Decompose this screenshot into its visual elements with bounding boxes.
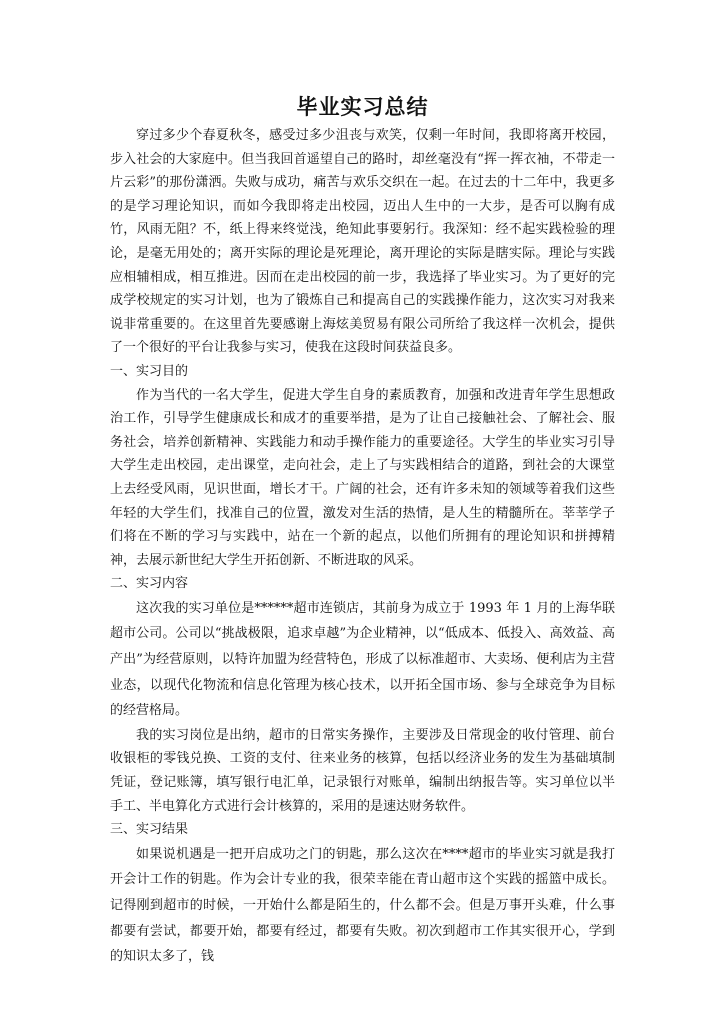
result-paragraph: 如果说机遇是一把开启成功之门的钥匙，那么这次在****超市的毕业实习就是我打开会计工作的钥匙。作为会计专业的我，很荣幸能在青山超市这个实践的摇篮中成长。记得刚到超市的时候，一开始什么都是陌生的，什么都不会。但是万事开头难，什么事都要有尝试，都要开始，都要有经过，都要有失败。初次到超市工作其实很开心，学到的知识太多了，钱 <box>110 846 615 965</box>
purpose-paragraph: 作为当代的一名大学生，促进大学生自身的素质教育，加强和改进青年学生思想政治工作，引导学生健康成长和成才的重要举措，是为了让自己接触社会、了解社会、服务社会，培养创新精神、实践能力和动手操作能力的重要途径。大学生的毕业实习引导大学生走出校园，走出课堂，走向社会，走上了与实践相结合的道路，到社会的大课堂上去经受风雨，见识世面，增长才干。广阔的社会，还有许多未知的领域等着我们这些年轻的大学生们，找准自己的位置，激发对生活的热情，是人生的精髓所在。莘莘学子们将在不断的学习与实践中，站在一个新的起点，以他们所拥有的理论知识和拼搏精神，去展示新世纪大学生开拓创新、不断进取的风采。 <box>110 387 615 568</box>
section-heading-result: 三、实习结果 <box>110 822 189 838</box>
document-title: 毕业实习总结 <box>296 94 429 119</box>
content-paragraph-2: 我的实习岗位是出纳，超市的日常实务操作，主要涉及日常现金的收付管理、前台收银柜的零钱兑换、工资的支付、往来业务的核算，包括以经济业务的发生为基础填制凭证，登记账簿，填写银行电汇单，记录银行对账单，编制出纳报告等。实习单位以半手工、半电算化方式进行会计核算的，采用的是速达财务软件。 <box>110 727 615 814</box>
document-page <box>110 92 615 970</box>
intro-paragraph: 穿过多少个春夏秋冬，感受过多少沮丧与欢笑，仅剩一年时间，我即将离开校园，步入社会的大家庭中。但当我回首遥望自己的路时，却丝毫没有“挥一挥衣袖，不带走一片云彩”的那份潇洒。失败与成功，痛苦与欢乐交织在一起。在过去的十二年中，我更多的是学习理论知识，而如今我即将走出校园，迈出人生中的一大步，是否可以胸有成竹，风雨无阻？不，纸上得来终觉浅，绝知此事要躬行。我深知：经不起实践检验的理论，是毫无用处的；离开实际的理论是死理论，离开理论的实际是瞎实际。理论与实践应相辅相成，相互推进。因而在走出校园的前一步，我选择了毕业实习。为了更好的完成学校规定的实习计划，也为了锻炼自己和提高自己的实践操作能力，这次实习对我来说非常重要的。在这里首先要感谢上海炫美贸易有限公司所给了我这样一次机会，提供了一个很好的平台让我参与实习，使我在这段时间获益良多。 <box>110 128 615 356</box>
content-paragraph-1: 这次我的实习单位是******超市连锁店，其前身为成立于 1993 年 1 月的上海华联超市公司。公司以“挑战极限，追求卓越”为企业精神，以“低成本、低投入、高效益、高产出”为经营原则，以特许加盟为经营特色，形成了以标准超市、大卖场、便利店为主营业态，以现代化物流和信息化管理为核心技术，以开拓全国市场、参与全球竞争为目标的经营格局。 <box>110 600 615 719</box>
section-heading-content: 二、实习内容 <box>110 576 189 592</box>
section-heading-purpose: 一、实习目的 <box>110 363 189 379</box>
